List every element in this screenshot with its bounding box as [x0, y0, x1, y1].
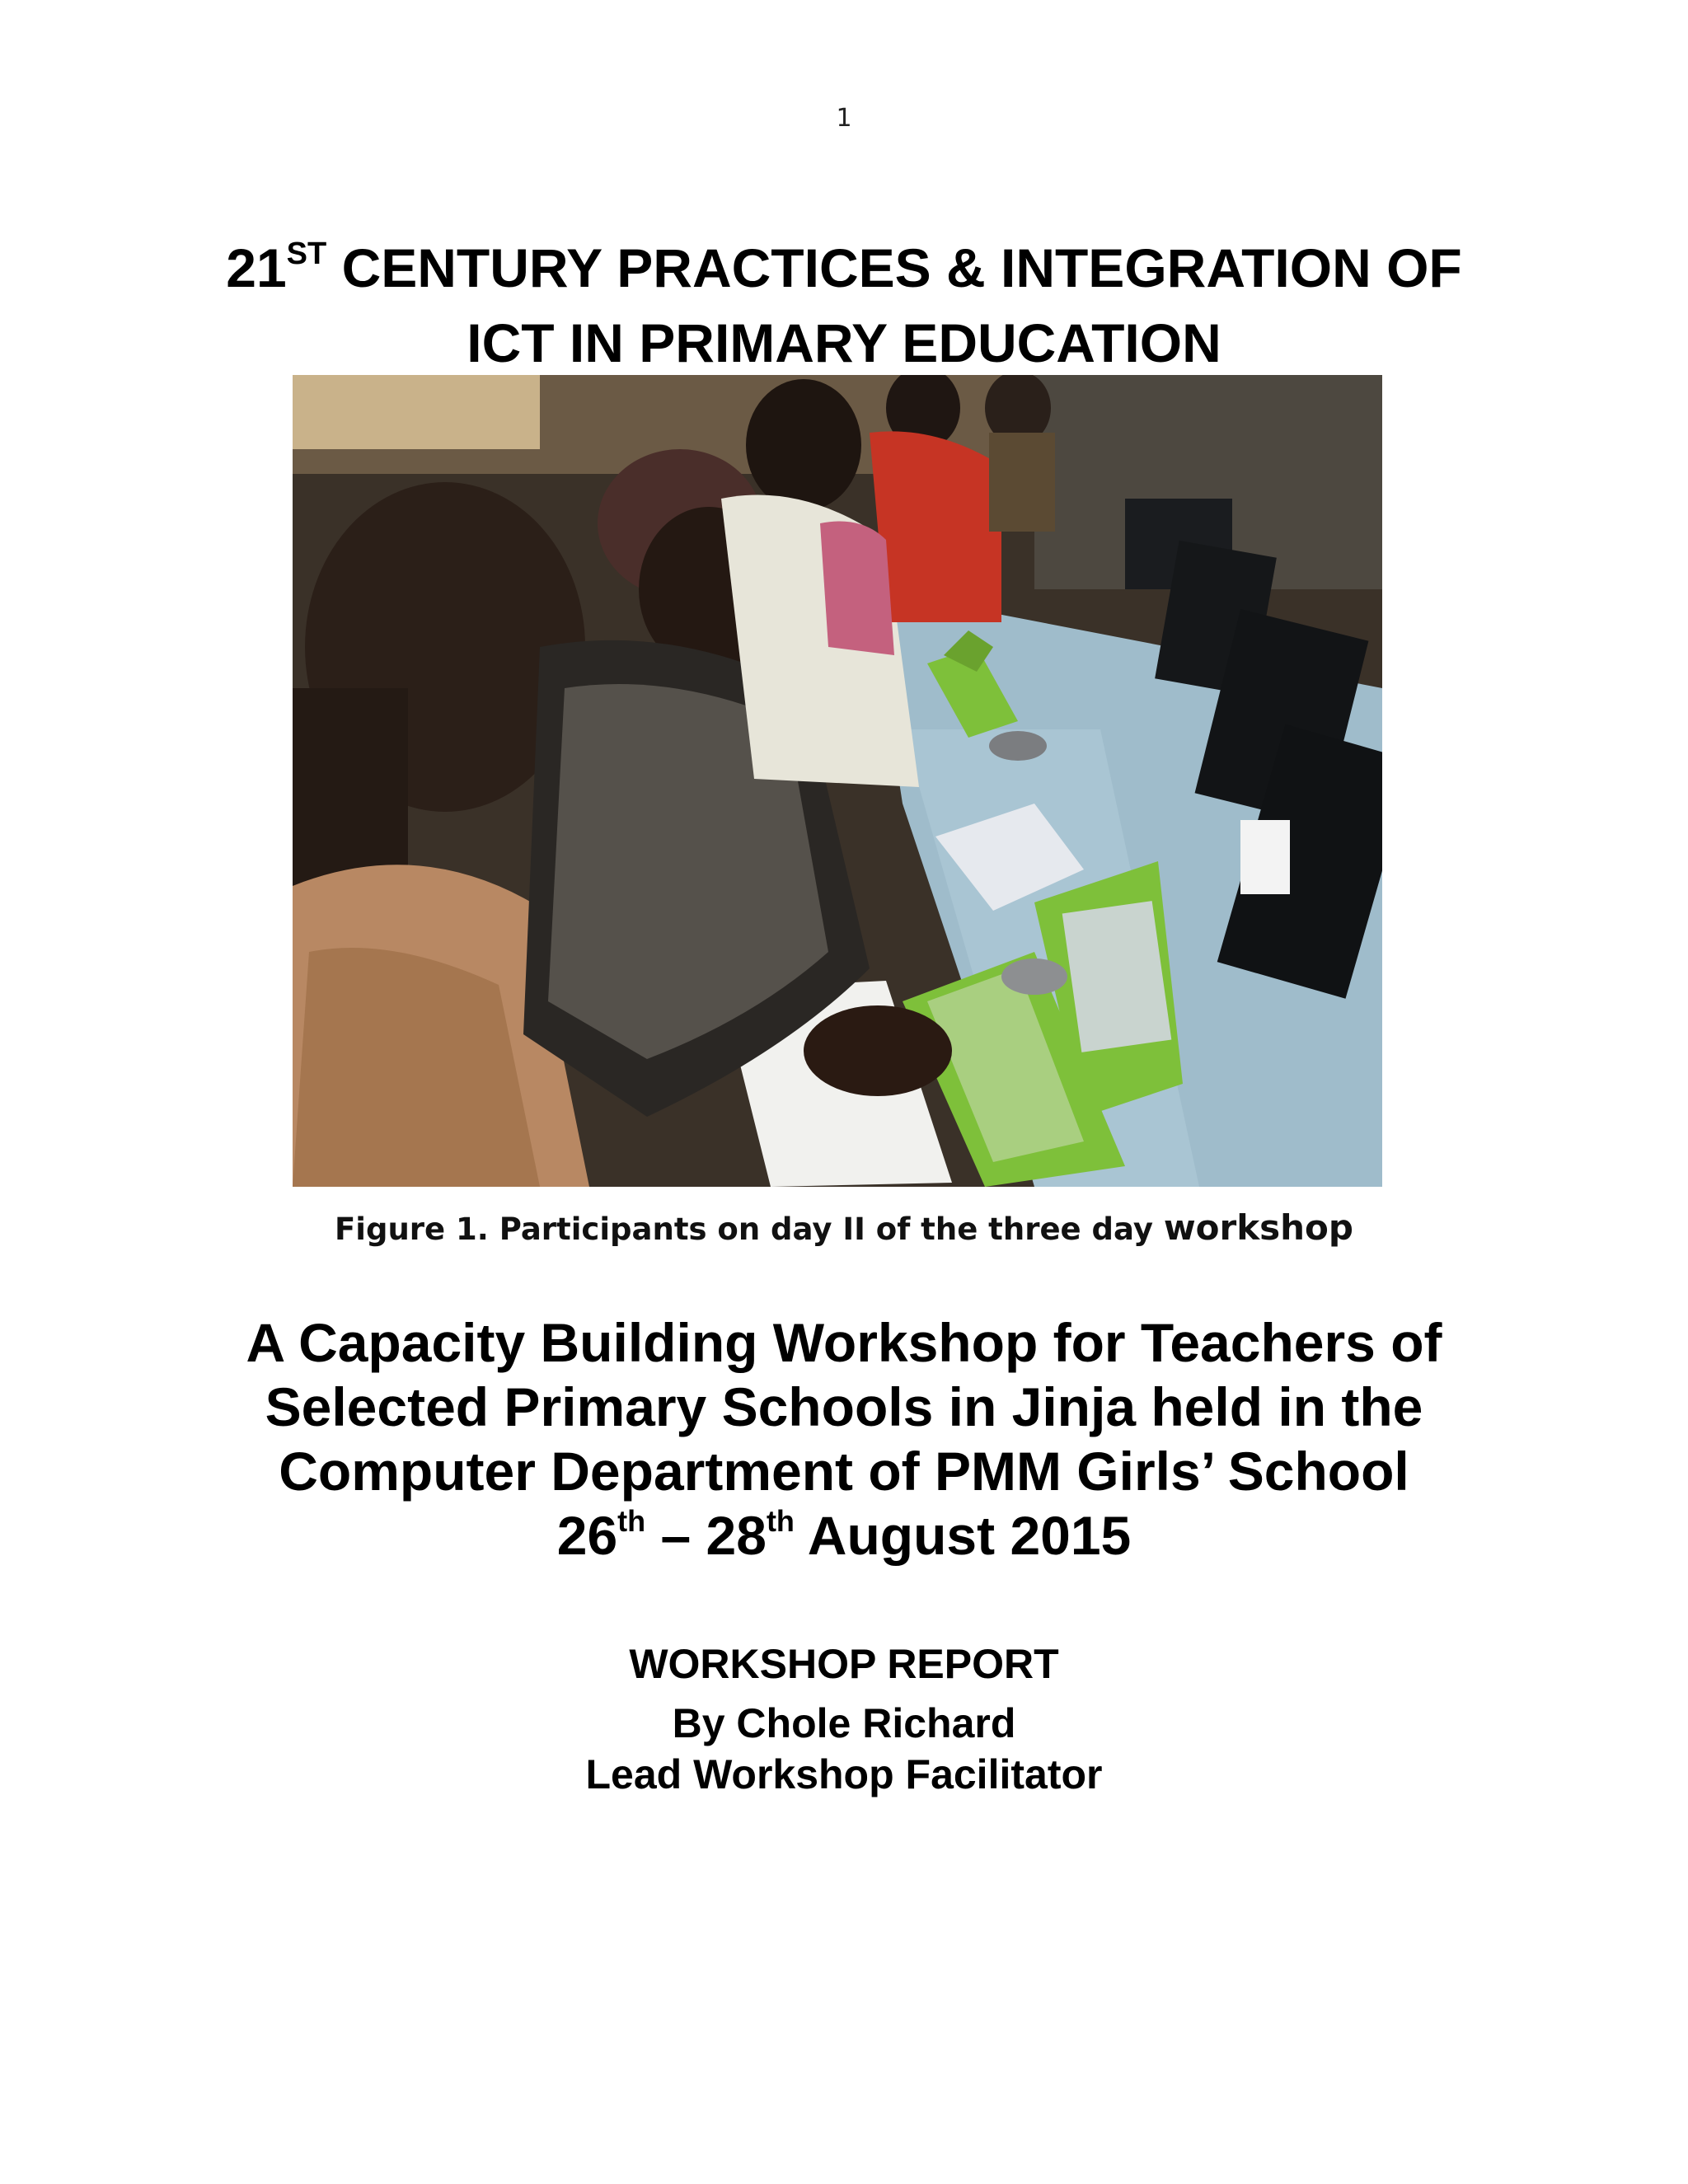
subtitle-line1: A Capacity Building Workshop for Teachers of — [246, 1312, 1442, 1373]
workshop-dates — [557, 1505, 1132, 1566]
date-end-suffix: th — [766, 1504, 795, 1538]
author-role: Lead Workshop Facilitator — [585, 1751, 1103, 1797]
caption-last-word: workshop — [1163, 1207, 1353, 1248]
document-title — [82, 235, 1606, 376]
date-start-suffix: th — [617, 1504, 646, 1538]
report-label: WORKSHOP REPORT — [629, 1641, 1059, 1687]
title-prefix: 21 — [226, 237, 287, 298]
title-line1: CENTURY PRACTICES & INTEGRATION OF — [326, 237, 1462, 298]
date-month-year: August 2015 — [794, 1505, 1132, 1566]
page-number: 1 — [836, 104, 852, 133]
workshop-photo — [293, 375, 1382, 1187]
figure-caption — [0, 1207, 1688, 1248]
subtitle-line2: Selected Primary Schools in Jinja held in the — [265, 1376, 1423, 1437]
subtitle-line3: Computer Department of PMM Girls’ School — [279, 1441, 1409, 1502]
date-dash-end-day: – 28 — [645, 1505, 767, 1566]
workshop-subtitle — [124, 1310, 1564, 1577]
title-superscript: ST — [286, 237, 327, 271]
date-start-day: 26 — [556, 1505, 618, 1566]
caption-main: Figure 1. Participants on day II of the three day — [335, 1212, 1164, 1247]
author-byline: By Chole Richard — [672, 1700, 1016, 1746]
title-line2: ICT IN PRIMARY EDUCATION — [467, 312, 1221, 373]
